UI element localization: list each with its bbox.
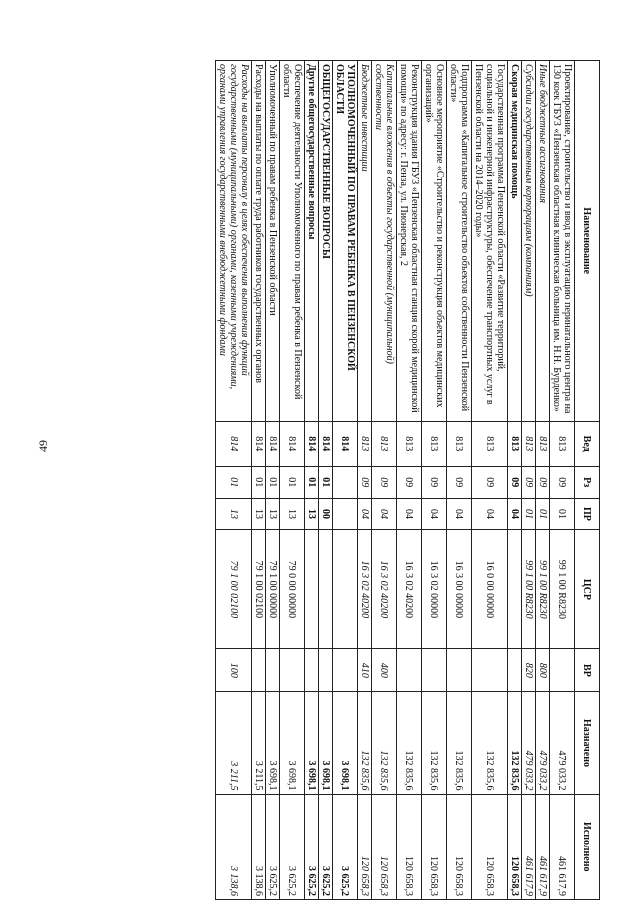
table-cell: 813	[422, 421, 447, 466]
table-cell: 04	[422, 498, 447, 530]
table-cell: 132 835,6	[397, 692, 422, 794]
table-cell: 813	[358, 421, 372, 466]
table-cell: 461 617,9	[522, 794, 536, 900]
table-cell: 04	[397, 498, 422, 530]
table-cell: 820	[522, 649, 536, 692]
table-cell: 09	[550, 466, 575, 498]
table-cell: 461 617,9	[550, 794, 575, 900]
table-cell: 00	[319, 498, 333, 530]
table-cell: Реконструкция здания ГБУЗ «Пензенская областная станция скорой медицинской помощи» по адресу: г. Пенза, ул. Пионерская, 2	[397, 61, 422, 422]
table-cell: 99 1 00 R8230	[536, 530, 550, 649]
table-row	[447, 61, 472, 900]
table-cell: Расходы на выплаты по оплате труда работников государственных органов	[252, 61, 266, 422]
table-cell: 16 3 02 40200	[397, 530, 422, 649]
table-cell	[333, 466, 358, 498]
table-cell: 410	[358, 649, 372, 692]
table-cell: 3 698,1	[333, 692, 358, 794]
table-cell: 3 698,1	[305, 692, 319, 794]
table-row	[319, 61, 333, 900]
table-cell: 13	[216, 498, 252, 530]
table-cell	[333, 649, 358, 692]
column-header: Назначено	[575, 692, 600, 794]
column-header: ПР	[575, 498, 600, 530]
table-cell: 01	[266, 466, 280, 498]
table-row	[305, 61, 319, 900]
table-cell	[319, 649, 333, 692]
table-row	[397, 61, 422, 900]
table-cell	[319, 530, 333, 649]
table-cell: 814	[305, 421, 319, 466]
table-cell: 3 211,5	[216, 692, 252, 794]
table-cell: 132 835,6	[508, 692, 522, 794]
table-cell: 479 033,2	[550, 692, 575, 794]
table-cell: 120 658,3	[447, 794, 472, 900]
table-cell: 04	[447, 498, 472, 530]
table-cell: 04	[508, 498, 522, 530]
table-row	[252, 61, 266, 900]
table-cell: 04	[372, 498, 397, 530]
table-cell: 79 1 00 02100	[216, 530, 252, 649]
table-cell: 04	[472, 498, 508, 530]
table-cell: Капитальные вложения в объекты государственной (муниципальной) собственности	[372, 61, 397, 422]
table-cell: 13	[266, 498, 280, 530]
table-cell: 3 138,6	[252, 794, 266, 900]
page-number: 49	[36, 440, 50, 452]
table-cell: 09	[522, 466, 536, 498]
table-cell: 16 0 00 00000	[472, 530, 508, 649]
table-cell: 814	[216, 421, 252, 466]
table-cell: 132 835,6	[447, 692, 472, 794]
table-cell: 01	[550, 498, 575, 530]
table-cell: 09	[372, 466, 397, 498]
column-header: Наименование	[575, 61, 600, 422]
table-cell: 16 3 00 00000	[447, 530, 472, 649]
table-cell	[472, 649, 508, 692]
table-row	[522, 61, 536, 900]
table-cell: 79 1 00 02100	[252, 530, 266, 649]
table-cell: 132 835,6	[358, 692, 372, 794]
table-cell: 479 033,2	[522, 692, 536, 794]
table-cell: 01	[536, 498, 550, 530]
table-cell: 16 3 02 00000	[422, 530, 447, 649]
table-cell: 79 0 00 00000	[280, 530, 305, 649]
column-header: Исполнено	[575, 794, 600, 900]
table-cell: 120 658,3	[508, 794, 522, 900]
table-cell: 3 698,1	[266, 692, 280, 794]
table-cell: 01	[252, 466, 266, 498]
table-row	[536, 61, 550, 900]
table-cell: 813	[372, 421, 397, 466]
table-cell: 813	[447, 421, 472, 466]
budget-table	[215, 60, 600, 900]
table-cell: 813	[522, 421, 536, 466]
table-cell: 13	[252, 498, 266, 530]
table-cell: 99 1 00 R8230	[550, 530, 575, 649]
table-row	[422, 61, 447, 900]
table-cell: 3 698,1	[280, 692, 305, 794]
table-cell: 09	[508, 466, 522, 498]
table-cell: 09	[358, 466, 372, 498]
table-cell	[508, 649, 522, 692]
table-cell: 814	[280, 421, 305, 466]
table-cell: Скорая медицинская помощь	[508, 61, 522, 422]
table-cell	[333, 498, 358, 530]
table-cell: Иные бюджетные ассигнования	[536, 61, 550, 422]
table-cell: ОБЩЕГОСУДАРСТВЕННЫЕ ВОПРОСЫ	[319, 61, 333, 422]
table-cell: 120 658,3	[358, 794, 372, 900]
table-cell: 13	[280, 498, 305, 530]
table-cell: Основное мероприятие «Строительство и реконструкция объектов медицинских организаций»	[422, 61, 447, 422]
table-cell: 99 1 00 R8230	[522, 530, 536, 649]
table-cell: 800	[536, 649, 550, 692]
table-cell: Другие общегосударственные вопросы	[305, 61, 319, 422]
table-row	[216, 61, 252, 900]
table-cell	[305, 530, 319, 649]
table-row	[550, 61, 575, 900]
table-cell: Проектирование, строительство и ввод в эксплуатацию перинатального центра на 130 коек ГБУЗ «Пензенская областная клиническая больница им. Н.Н. Бурденко»	[550, 61, 575, 422]
table-cell: 3 625,2	[305, 794, 319, 900]
table-cell: УПОЛНОМОЧЕННЫЙ ПО ПРАВАМ РЕБЕНКА В ПЕНЗЕНСКОЙ ОБЛАСТИ	[333, 61, 358, 422]
table-row	[266, 61, 280, 900]
table-cell: 01	[319, 466, 333, 498]
table-cell: 3 211,5	[252, 692, 266, 794]
budget-table-container	[60, 60, 600, 900]
table-cell: 3 138,6	[216, 794, 252, 900]
table-cell	[550, 649, 575, 692]
table-cell: 132 835,6	[422, 692, 447, 794]
table-cell: 813	[550, 421, 575, 466]
table-cell: 813	[397, 421, 422, 466]
table-cell: 120 658,3	[397, 794, 422, 900]
table-cell: 479 033,2	[536, 692, 550, 794]
table-cell	[333, 530, 358, 649]
table-cell: 814	[252, 421, 266, 466]
table-cell: 813	[536, 421, 550, 466]
table-cell: 16 3 02 40200	[358, 530, 372, 649]
table-cell	[280, 649, 305, 692]
table-cell	[252, 649, 266, 692]
table-cell: Субсидии государственным корпорациям (компаниям)	[522, 61, 536, 422]
table-cell: 120 658,3	[372, 794, 397, 900]
table-cell: 09	[472, 466, 508, 498]
table-row	[280, 61, 305, 900]
table-row	[333, 61, 358, 900]
table-cell: 132 835,6	[472, 692, 508, 794]
table-row	[472, 61, 508, 900]
table-cell: 132 835,6	[372, 692, 397, 794]
column-header: ВР	[575, 649, 600, 692]
table-cell: 3 625,2	[319, 794, 333, 900]
table-cell: 01	[522, 498, 536, 530]
table-body	[216, 61, 575, 900]
column-header: ЦСР	[575, 530, 600, 649]
column-header: Рз	[575, 466, 600, 498]
table-cell: Подпрограмма «Капитальное строительство объектов собственности Пензенской области»	[447, 61, 472, 422]
table-cell	[397, 649, 422, 692]
table-cell: Обеспечение деятельности Уполномоченного по правам ребенка в Пензенской области	[280, 61, 305, 422]
table-cell: 16 3 02 40200	[372, 530, 397, 649]
table-row	[508, 61, 522, 900]
table-cell: 814	[266, 421, 280, 466]
table-cell: 79 1 00 00000	[266, 530, 280, 649]
table-cell	[305, 649, 319, 692]
table-cell: 09	[447, 466, 472, 498]
table-cell: 120 658,3	[472, 794, 508, 900]
table-cell: 120 658,3	[422, 794, 447, 900]
table-cell	[508, 530, 522, 649]
table-cell: 400	[372, 649, 397, 692]
table-cell: Государственная программа Пензенской области «Развитие территорий, социальной и инженерной инфраструктуры, обеспечение транспортных услуг в Пензенской области на 2014–2020 годы»	[472, 61, 508, 422]
table-cell: Уполномоченный по правам ребенка в Пензенской области	[266, 61, 280, 422]
table-cell: 01	[216, 466, 252, 498]
table-cell: 100	[216, 649, 252, 692]
table-cell: 813	[472, 421, 508, 466]
table-cell	[266, 649, 280, 692]
table-cell: 461 617,9	[536, 794, 550, 900]
table-cell: 3 625,2	[280, 794, 305, 900]
table-header-row	[575, 61, 600, 900]
table-cell	[447, 649, 472, 692]
table-cell: 09	[397, 466, 422, 498]
table-row	[372, 61, 397, 900]
table-row	[358, 61, 372, 900]
table-cell: 13	[305, 498, 319, 530]
table-cell: 01	[305, 466, 319, 498]
table-cell: 09	[422, 466, 447, 498]
table-cell: 04	[358, 498, 372, 530]
table-cell: 3 625,2	[333, 794, 358, 900]
column-header: Вед	[575, 421, 600, 466]
table-cell: 09	[536, 466, 550, 498]
table-cell: 813	[508, 421, 522, 466]
table-cell: Бюджетные инвестиции	[358, 61, 372, 422]
table-cell	[422, 649, 447, 692]
table-cell: 3 625,2	[266, 794, 280, 900]
table-cell: 3 698,1	[319, 692, 333, 794]
table-cell: 01	[280, 466, 305, 498]
table-cell: 814	[319, 421, 333, 466]
table-cell: Расходы на выплаты персоналу в целях обеспечения выполнения функций государственными (муниципальными) органами, казенными учреждениями, органами управления государственными внебюджетными фондами	[216, 61, 252, 422]
table-cell: 814	[333, 421, 358, 466]
